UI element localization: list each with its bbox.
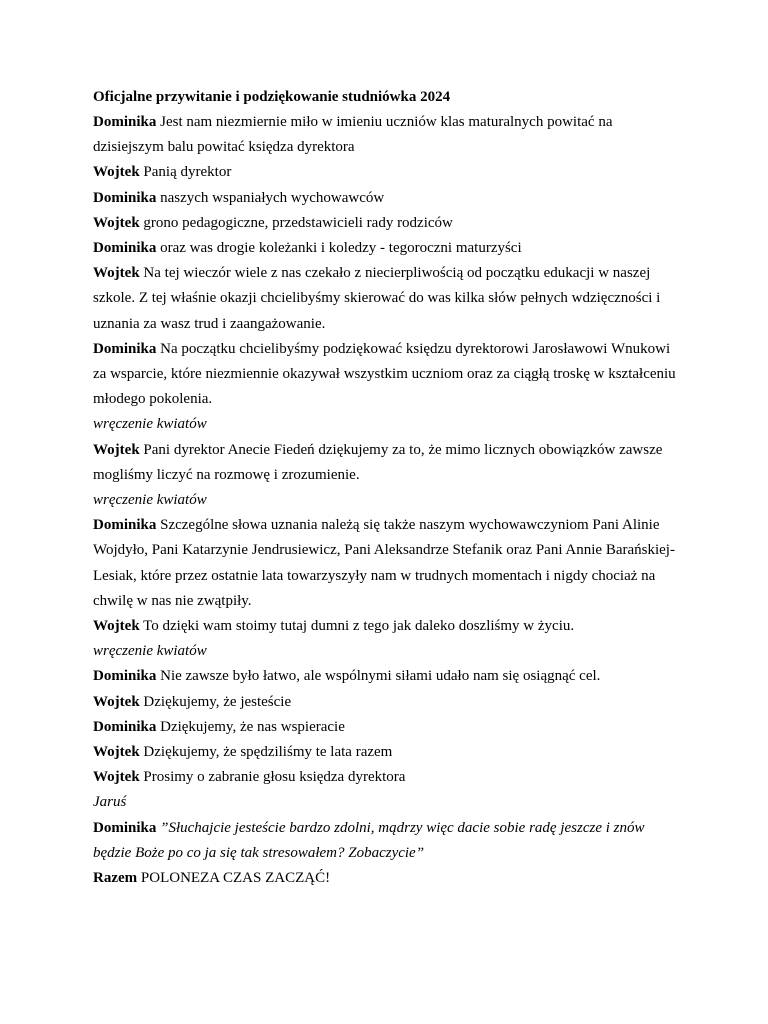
speech-text: Na tej wieczór wiele z nas czekało z niecierpliwością od początku edukacji w naszej szkole. Z tej właśnie okazji chcielibyśmy skierować do was kilka słów pełnych wdzięczności i uznania za wasz trud i zaangażowanie. xyxy=(93,265,661,332)
speech-line xyxy=(93,110,683,160)
speech-line xyxy=(93,236,683,261)
speech-line xyxy=(93,160,683,185)
speech-text: To dzięki wam stoimy tutaj dumni z tego jak daleko doszliśmy w życiu. xyxy=(143,618,575,635)
document-page xyxy=(93,85,683,891)
speaker-name: Wojtek xyxy=(93,164,140,181)
speaker-name: Dominika xyxy=(93,114,157,130)
speaker-name: Wojtek xyxy=(93,265,140,282)
stage-direction: wręczenie kwiatów xyxy=(93,492,207,509)
speaker-name: Dominika xyxy=(93,517,157,534)
document-title: Oficjalne przywitanie i podziękowanie studniówka 2024 xyxy=(93,89,451,105)
speech-text: Prosimy o zabranie głosu księdza dyrektora xyxy=(143,769,406,786)
speech-line xyxy=(93,186,683,211)
speech-line xyxy=(93,664,683,689)
speaker-name: Wojtek xyxy=(93,214,140,231)
speaker-name: Wojtek xyxy=(93,693,140,710)
speech-line xyxy=(93,715,683,740)
speaker-name: Wojtek xyxy=(93,769,140,786)
speaker-name: Wojtek xyxy=(93,744,140,761)
speech-line xyxy=(93,438,683,488)
quote-text: ”Słuchajcie jesteście bardzo zdolni, mądrzy więc dacie sobie radę jeszcze i znów będzie Boże po co ja się tak stresowałem? Zobaczycie” xyxy=(93,819,645,861)
speech-line xyxy=(93,614,683,639)
speaker-name: Dominika xyxy=(93,240,157,257)
speech-text: Jest nam niezmiernie miło w imieniu uczniów klas maturalnych powitać na dzisiejszym balu powitać księdza dyrektora xyxy=(93,114,613,156)
stage-direction: Jaruś xyxy=(93,794,127,811)
stage-direction: wręczenie kwiatów xyxy=(93,643,207,660)
speech-line xyxy=(93,690,683,715)
speech-text: grono pedagogiczne, przedstawicieli rady rodziców xyxy=(143,214,453,231)
speech-text: Pani dyrektor Anecie Fiedeń dziękujemy za to, że mimo licznych obowiązków zawsze mogliśmy liczyć na rozmowę i zrozumienie. xyxy=(93,441,663,483)
speech-text: POLONEZA CZAS ZACZĄĆ! xyxy=(140,870,331,887)
speech-text: Dziękujemy, że jesteście xyxy=(143,693,292,710)
speech-line xyxy=(93,261,683,337)
speech-text: Na początku chcielibyśmy podziękować księdzu dyrektorowi Jarosławowi Wnukowi za wsparcie, które niezmiennie okazywał wszystkim uczniom oraz za ciągłą troskę w kształceniu młodego pokolenia. xyxy=(93,340,676,408)
speech-text: naszych wspaniałych wychowawców xyxy=(160,189,385,206)
speaker-name: Dominika xyxy=(93,718,157,735)
speaker-name: Dominika xyxy=(93,340,157,357)
speech-text: Dziękujemy, że nas wspieracie xyxy=(160,718,345,735)
speech-text: Panią dyrektor xyxy=(143,164,232,181)
speech-text: Dziękujemy, że spędziliśmy te lata razem xyxy=(143,744,393,761)
speech-line xyxy=(93,211,683,236)
speaker-name: Wojtek xyxy=(93,441,140,458)
speaker-name: Dominika xyxy=(93,189,157,206)
speech-line xyxy=(93,513,683,614)
speech-text: Nie zawsze było łatwo, ale wspólnymi siłami udało nam się osiągnąć cel. xyxy=(160,668,601,685)
stage-direction: wręczenie kwiatów xyxy=(93,416,207,433)
speaker-name: Razem xyxy=(93,870,138,887)
speaker-name: Wojtek xyxy=(93,618,140,635)
speech-line xyxy=(93,337,683,413)
speech-line xyxy=(93,866,683,891)
speech-line xyxy=(93,765,683,790)
speaker-name: Dominika xyxy=(93,819,157,836)
quote-line xyxy=(93,816,683,866)
speech-text: Szczególne słowa uznania należą się także naszym wychowawczyniom Pani Alinie Wojdyło, Pani Katarzynie Jendrusiewicz, Pani Aleksandrze Stefanik oraz Pani Annie Barańskiej- Lesiak, które przez ostatnie lata towarzyszyły nam w trudnych momentach i nigdy chociaż na chwilę w nas nie zwątpiły. xyxy=(93,517,675,609)
speaker-name: Dominika xyxy=(93,668,157,685)
speech-text: oraz was drogie koleżanki i koledzy - tegoroczni maturzyści xyxy=(160,240,522,257)
speech-line xyxy=(93,740,683,765)
